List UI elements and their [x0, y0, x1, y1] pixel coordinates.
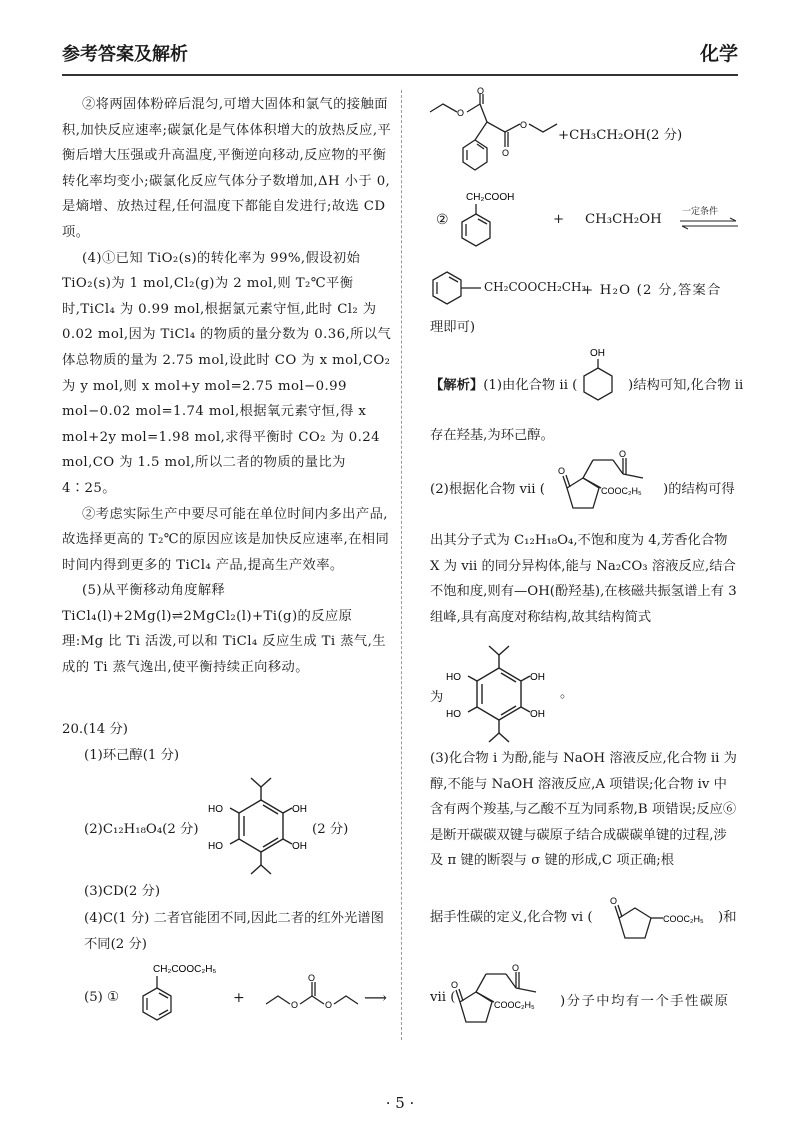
ho-label: HO — [446, 672, 461, 683]
analysis-q1-text: (1)由化合物 ii ( — [483, 378, 578, 393]
answer-4: (4)C(1 分) 二者官能团不同,因此二者的红外光谱图不同(2 分) — [84, 911, 384, 952]
svg-text:O: O — [457, 108, 465, 118]
page-header — [62, 22, 738, 76]
analysis-q3-vii: vii ( — [430, 990, 456, 1005]
cooet-label: COOC₂H₅ — [494, 1000, 535, 1010]
product-ethanol-score: +CH₃CH₂OH(2 分) — [558, 128, 683, 143]
oh-label: OH — [530, 672, 545, 683]
analysis-q3-chiral: 据手性碳的定义,化合物 vi ( — [430, 910, 593, 925]
diethyl-carbonate-structure — [262, 970, 362, 1020]
benzene-ring — [425, 268, 485, 308]
answer-3: (3)CD(2 分) — [84, 884, 161, 899]
para-q4-2: ②考虑实际生产中要尽可能在单位时间内多出产品,故选择更高的 T₂℃的原因应该是加快反应速率,在相同时间内得到更多的 TiCl₄ 产品,提高生产效率。 — [62, 506, 390, 573]
tetrahydroxy-benzene-structure — [206, 772, 316, 882]
header-subject: 化学 — [699, 43, 738, 65]
equilibrium-arrow — [680, 218, 740, 230]
o-label: O — [451, 980, 459, 990]
analysis-q1-cont: )结构可知,化合物 ii — [628, 378, 744, 393]
step-2-label: ② — [436, 212, 449, 228]
svg-text:O: O — [308, 973, 316, 983]
compound-vi-structure — [605, 888, 725, 948]
analysis-q3: (3)化合物 i 为酚,能与 NaOH 溶液反应,化合物 ii 为醇,不能与 NaOH 溶液反应,A 项错误;化合物 iv 中含有两个羧基,与乙酸不互为同系物,B 项错误;反应⑥是断开碳碳双键与碳原子结合成碳碳单键的过程,涉及 π 键的断裂与 σ 键的形成,C 项正确;根 — [430, 751, 737, 869]
analysis-q2-cont: )的结构可得 — [663, 482, 735, 497]
answer-note: 理即可) — [430, 320, 476, 335]
cooet-label: COOC₂H₅ — [601, 486, 642, 496]
answer-2-score: (2 分) — [312, 822, 349, 837]
ethyl-phenylacetate-product: CH₂COOCH₂CH₃ — [484, 280, 587, 294]
svg-text:O: O — [520, 120, 528, 130]
svg-text:O: O — [291, 1000, 299, 1010]
left-column — [62, 92, 392, 681]
column-divider — [401, 90, 402, 1040]
para-q5: (5)从平衡移动角度解释 TiCl₄(l)+2Mg(l)⇌2MgCl₂(l)+Ti(g)的反应原理:Mg 比 Ti 活泼,可以和 TiCl₄ 反应生成 Ti 蒸气,生成的 Ti 蒸气逸出,使平衡持续正向移动。 — [62, 583, 386, 676]
svg-text:O: O — [325, 1000, 333, 1010]
ho-label: HO — [208, 804, 223, 815]
cooet-label: COOC₂H₅ — [663, 914, 704, 924]
o-label: O — [610, 896, 618, 906]
para-solid-mixing: ②将两固体粉碎后混匀,可增大固体和氯气的接触面积,加快反应速率;碳氯化是气体体积增大的放热反应,平衡后增大压强或升高温度,平衡逆向移动,反应物的平衡转化率均变小;碳氯化反应气体分子数增加,ΔH 小于 0,是熵增、放热过程,任何温度下都能自发进行;故选 CD 项。 — [62, 97, 392, 240]
oh-label: OH — [292, 804, 307, 815]
para-q4-1: (4)①已知 TiO₂(s)的转化率为 99%,假设初始 TiO₂(s)为 1 mol,Cl₂(g)为 2 mol,则 T₂℃平衡时,TiCl₄ 为 0.99 mol,根据氯元素守恒,此时 Cl₂ 为 0.02 mol,因为 TiCl₄ 的物质的量分数为 0.36,所以气体总物质的量为 2.75 mol,设此时 CO 为 x mol,CO₂ 为 y mol,则 x mol+y mol=2.75 mol−0.99 mol−0.02 mol=1.74 mol,根据氧元素守恒,得 x mol+2y mol=1.98 mol,求得平衡时 CO₂ 为 0.24 mol,CO 为 1.5 mol,所以二者的物质的量比为 4∶25。 — [62, 250, 392, 496]
phenylacetic-acid-structure — [460, 188, 540, 258]
analysis-q1 — [430, 374, 577, 393]
ho-label: HO — [208, 841, 223, 852]
product-water-score: + H₂O (2 分,答案合 — [582, 283, 722, 298]
o-label: O — [558, 466, 566, 476]
aromatic-x-structure — [444, 640, 554, 750]
ch2cooet-label: CH₂COOC₂H₅ — [153, 964, 217, 975]
analysis-label: 【解析】 — [430, 378, 484, 393]
ch2cooh-label: CH₂COOH — [466, 192, 515, 203]
plus-sign: + — [233, 990, 245, 1006]
cyclohexanol-structure — [576, 346, 626, 406]
header-title: 参考答案及解析 — [62, 44, 188, 65]
reaction-arrow: ⟶ — [364, 988, 387, 1007]
page-number: · 5 · — [385, 1094, 415, 1112]
analysis-q3-and: )和 — [718, 910, 737, 925]
answer-1: (1)环己醇(1 分) — [84, 748, 180, 763]
question-20-title: 20.(14 分) — [62, 722, 128, 737]
answer-2-formula: (2)C₁₂H₁₈O₄(2 分) — [84, 822, 199, 837]
answer-5-label: (5) ① — [84, 990, 119, 1005]
oh-label: OH — [530, 709, 545, 720]
compound-vii-chiral-structure — [446, 964, 566, 1044]
analysis-q2: (2)根据化合物 vii ( — [430, 482, 545, 497]
analysis-q3-tail: )分子中均有一个手性碳原 — [560, 994, 730, 1009]
svg-text:O: O — [477, 86, 485, 96]
o-label: O — [619, 449, 627, 459]
analysis-q2-body: 出其分子式为 C₁₂H₁₈O₄,不饱和度为 4,芳香化合物 X 为 vii 的同分异构体,能与 Na₂CO₃ 溶液反应,结合不饱和度,则有—OH(酚羟基),在核磁共振氢谱上有 3 组峰,具有高度对称结构,故其结构简式 — [430, 533, 737, 625]
reaction-condition: 一定条件 — [682, 207, 719, 217]
svg-text:O: O — [502, 148, 510, 158]
ho-label: HO — [446, 709, 461, 720]
ethanol-reactant: CH₃CH₂OH — [585, 212, 662, 227]
compound-vii-structure — [553, 450, 673, 530]
plus-sign: + — [553, 212, 565, 227]
analysis-q2-wei: 为 — [430, 690, 444, 705]
oh-label: OH — [292, 841, 307, 852]
oh-label: OH — [590, 348, 605, 359]
o-label: O — [512, 963, 520, 973]
analysis-q1-conclusion: 存在羟基,为环己醇。 — [430, 428, 554, 443]
ethyl-phenylacetate-structure — [125, 960, 225, 1040]
analysis-q2-end: 。 — [560, 686, 574, 701]
